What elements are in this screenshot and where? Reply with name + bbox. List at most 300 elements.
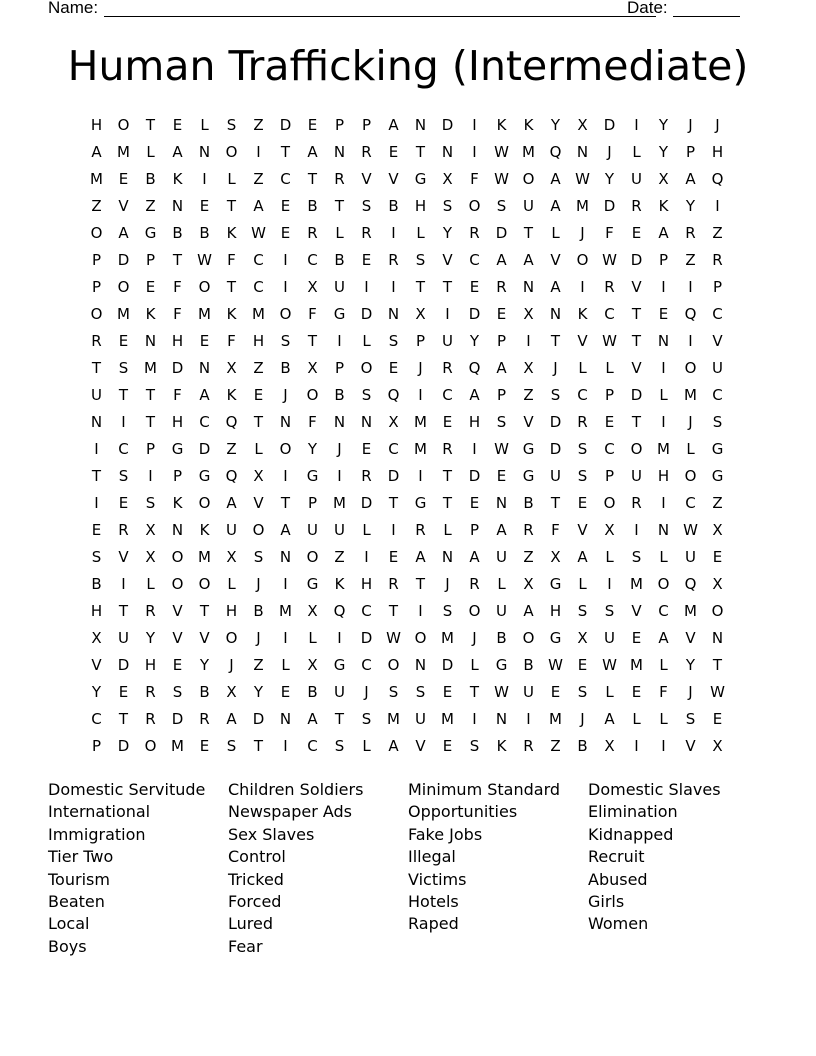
grid-cell: U — [415, 710, 426, 728]
grid-cell: O — [117, 278, 130, 296]
grid-cell: R — [91, 332, 102, 350]
grid-cell: C — [199, 413, 210, 431]
grid-row — [83, 409, 731, 436]
grid-cell: I — [634, 116, 639, 134]
grid-cell: D — [198, 440, 211, 458]
grid-cell: L — [659, 386, 668, 404]
grid-cell: S — [496, 197, 507, 215]
grid-cell: I — [472, 143, 477, 161]
grid-cell: Z — [712, 224, 723, 242]
grid-cell: T — [631, 332, 642, 350]
grid-cell: S — [712, 413, 723, 431]
grid-cell: U — [334, 278, 345, 296]
grid-cell: U — [307, 521, 318, 539]
grid-cell: R — [469, 575, 480, 593]
grid-cell: P — [334, 116, 345, 134]
grid-cell: T — [415, 143, 426, 161]
grid-cell: O — [306, 386, 319, 404]
grid-cell: T — [307, 170, 318, 188]
grid-cell: L — [227, 575, 236, 593]
grid-cell: O — [468, 602, 481, 620]
word-list-item: Domestic Slaves — [588, 780, 721, 799]
grid-cell: T — [388, 494, 399, 512]
grid-cell: V — [118, 197, 129, 215]
grid-cell: E — [172, 656, 183, 674]
grid-cell: V — [415, 737, 426, 755]
grid-cell: R — [469, 224, 480, 242]
grid-cell: T — [631, 413, 642, 431]
grid-cell: K — [523, 116, 534, 134]
grid-cell: D — [495, 224, 508, 242]
grid-cell: A — [496, 359, 507, 377]
grid-cell: S — [442, 602, 453, 620]
grid-cell: Z — [685, 251, 696, 269]
grid-cell: I — [472, 710, 477, 728]
grid-cell: O — [225, 143, 238, 161]
grid-cell: E — [361, 251, 372, 269]
grid-cell: S — [172, 683, 183, 701]
grid-cell: A — [307, 710, 318, 728]
grid-cell: M — [684, 386, 697, 404]
grid-cell: T — [91, 467, 102, 485]
grid-cell: A — [226, 494, 237, 512]
grid-cell: M — [333, 494, 346, 512]
grid-cell: I — [283, 467, 288, 485]
grid-cell: X — [253, 467, 264, 485]
grid-cell: B — [523, 656, 534, 674]
grid-cell: E — [388, 143, 399, 161]
grid-cell: P — [604, 386, 615, 404]
grid-cell: L — [497, 575, 506, 593]
grid-cell: A — [577, 548, 588, 566]
grid-cell: E — [550, 683, 561, 701]
grid-cell: E — [604, 413, 615, 431]
grid-cell: C — [685, 494, 696, 512]
grid-cell: U — [334, 683, 345, 701]
grid-cell: X — [604, 521, 615, 539]
grid-cell: S — [577, 467, 588, 485]
grid-cell: R — [631, 494, 642, 512]
grid-cell: C — [712, 305, 723, 323]
word-list-item: Hotels — [408, 892, 459, 912]
grid-row — [83, 247, 731, 274]
grid-cell: U — [712, 359, 723, 377]
grid-cell: N — [495, 710, 508, 728]
grid-cell: W — [494, 170, 509, 188]
grid-cell: X — [442, 170, 453, 188]
grid-cell: T — [226, 197, 237, 215]
grid-cell: O — [279, 440, 292, 458]
grid-cell: L — [470, 656, 479, 674]
grid-row — [83, 382, 731, 409]
grid-cell: A — [550, 170, 561, 188]
grid-cell: W — [494, 440, 509, 458]
grid-cell: O — [117, 116, 130, 134]
grid-cell: E — [91, 521, 102, 539]
grid-cell: T — [442, 467, 453, 485]
date-line — [673, 16, 740, 17]
grid-cell: H — [414, 197, 427, 215]
grid-cell: B — [496, 629, 507, 647]
grid-cell: T — [307, 332, 318, 350]
grid-cell: H — [171, 413, 184, 431]
grid-cell: E — [199, 332, 210, 350]
grid-cell: B — [172, 224, 183, 242]
word-column — [408, 779, 588, 958]
grid-cell: W — [710, 683, 725, 701]
grid-cell: N — [171, 197, 184, 215]
grid-cell: F — [173, 305, 182, 323]
grid-cell: I — [283, 737, 288, 755]
word-list-item: Kidnapped — [588, 824, 674, 844]
name-line — [104, 16, 656, 17]
grid-cell: R — [388, 575, 399, 593]
grid-cell: E — [118, 332, 129, 350]
grid-cell: L — [362, 521, 371, 539]
grid-cell: L — [632, 710, 641, 728]
grid-cell: F — [173, 278, 182, 296]
grid-cell: G — [495, 656, 508, 674]
grid-cell: R — [577, 413, 588, 431]
grid-cell: P — [172, 467, 183, 485]
grid-cell: S — [91, 548, 102, 566]
word-list-item: Immigration — [48, 824, 146, 844]
grid-row — [83, 733, 731, 760]
grid-cell: B — [199, 683, 210, 701]
grid-cell: N — [657, 521, 670, 539]
grid-cell: D — [549, 413, 562, 431]
grid-cell: D — [252, 710, 265, 728]
grid-cell: O — [198, 278, 211, 296]
grid-cell: D — [441, 656, 454, 674]
grid-cell: I — [283, 251, 288, 269]
grid-cell: I — [337, 629, 342, 647]
grid-cell: Q — [684, 305, 697, 323]
grid-cell: T — [442, 494, 453, 512]
header-row — [48, 0, 748, 22]
grid-cell: H — [711, 143, 724, 161]
grid-cell: O — [90, 305, 103, 323]
grid-cell: L — [227, 170, 236, 188]
grid-cell: N — [414, 116, 427, 134]
grid-cell: S — [604, 602, 615, 620]
grid-cell: N — [711, 629, 724, 647]
grid-cell: S — [577, 683, 588, 701]
grid-cell: O — [657, 575, 670, 593]
grid-cell: Z — [712, 494, 723, 512]
grid-cell: C — [604, 305, 615, 323]
grid-cell: I — [661, 413, 666, 431]
grid-cell: E — [388, 548, 399, 566]
grid-cell: D — [117, 737, 130, 755]
grid-cell: A — [226, 710, 237, 728]
grid-cell: L — [578, 359, 587, 377]
grid-cell: I — [418, 386, 423, 404]
grid-cell: E — [280, 683, 291, 701]
grid-cell: R — [307, 224, 318, 242]
word-list-item: Girls — [588, 892, 625, 912]
grid-cell: Z — [523, 386, 534, 404]
grid-cell: G — [414, 494, 427, 512]
grid-cell: V — [685, 737, 696, 755]
grid-cell: Z — [523, 548, 534, 566]
grid-cell: K — [496, 116, 507, 134]
grid-cell: Q — [225, 467, 238, 485]
grid-cell: T — [334, 710, 345, 728]
grid-cell: R — [496, 278, 507, 296]
grid-cell: S — [118, 467, 129, 485]
grid-cell: V — [91, 656, 102, 674]
grid-cell: T — [253, 737, 264, 755]
grid-cell: E — [712, 548, 723, 566]
grid-cell: I — [121, 413, 126, 431]
grid-cell: E — [280, 224, 291, 242]
grid-cell: S — [469, 737, 480, 755]
grid-cell: A — [388, 116, 399, 134]
grid-cell: V — [685, 629, 696, 647]
grid-cell: X — [307, 278, 318, 296]
grid-cell: O — [306, 548, 319, 566]
grid-cell: K — [226, 305, 237, 323]
grid-cell: L — [281, 656, 290, 674]
letter-grid — [83, 112, 731, 760]
grid-row — [83, 490, 731, 517]
grid-cell: I — [337, 332, 342, 350]
grid-cell: I — [256, 143, 261, 161]
grid-cell: I — [607, 575, 612, 593]
grid-cell: N — [279, 548, 292, 566]
grid-cell: D — [603, 116, 616, 134]
grid-cell: A — [469, 548, 480, 566]
word-list-item: Raped — [408, 914, 459, 934]
grid-cell: A — [172, 143, 183, 161]
grid-cell: M — [198, 548, 211, 566]
word-list-item: Minimum Standard — [408, 780, 561, 799]
grid-cell: C — [307, 251, 318, 269]
grid-cell: I — [283, 575, 288, 593]
grid-cell: L — [686, 440, 695, 458]
grid-cell: D — [441, 116, 454, 134]
grid-cell: Y — [604, 170, 615, 188]
grid-cell: D — [468, 305, 481, 323]
grid-cell: Z — [334, 548, 345, 566]
grid-cell: B — [253, 602, 264, 620]
grid-cell: Y — [199, 656, 210, 674]
grid-cell: Y — [145, 629, 156, 647]
grid-cell: E — [118, 170, 129, 188]
word-list-item: Fake Jobs — [408, 824, 483, 844]
grid-cell: F — [173, 386, 182, 404]
grid-row — [83, 571, 731, 598]
grid-cell: C — [604, 440, 615, 458]
grid-cell: S — [334, 737, 345, 755]
grid-cell: N — [333, 143, 346, 161]
grid-cell: O — [603, 494, 616, 512]
grid-cell: I — [391, 521, 396, 539]
grid-cell: S — [415, 251, 426, 269]
grid-cell: J — [256, 629, 261, 647]
grid-cell: E — [496, 305, 507, 323]
grid-cell: D — [468, 467, 481, 485]
grid-cell: W — [602, 332, 617, 350]
grid-cell: T — [712, 656, 723, 674]
grid-cell: L — [659, 656, 668, 674]
grid-cell: E — [118, 494, 129, 512]
grid-cell: O — [522, 170, 535, 188]
grid-cell: R — [523, 737, 534, 755]
grid-cell: J — [283, 386, 288, 404]
grid-cell: P — [469, 521, 480, 539]
grid-cell: M — [522, 143, 535, 161]
grid-cell: H — [468, 413, 481, 431]
grid-cell: G — [333, 305, 346, 323]
grid-row — [83, 517, 731, 544]
grid-cell: I — [661, 359, 666, 377]
grid-cell: E — [442, 737, 453, 755]
grid-cell: I — [364, 548, 369, 566]
grid-cell: P — [145, 251, 156, 269]
grid-cell: J — [472, 629, 477, 647]
grid-cell: I — [472, 440, 477, 458]
grid-cell: G — [711, 440, 724, 458]
grid-cell: R — [604, 278, 615, 296]
grid-cell: J — [445, 575, 450, 593]
grid-cell: T — [550, 332, 561, 350]
grid-cell: R — [442, 359, 453, 377]
grid-cell: N — [387, 305, 400, 323]
name-label: Name: — [48, 0, 99, 17]
grid-cell: B — [199, 224, 210, 242]
grid-cell: G — [549, 575, 562, 593]
grid-cell: H — [657, 467, 670, 485]
grid-cell: T — [253, 413, 264, 431]
grid-cell: X — [712, 521, 723, 539]
grid-row — [83, 328, 731, 355]
grid-cell: N — [171, 521, 184, 539]
grid-cell: O — [360, 359, 373, 377]
grid-cell: S — [442, 197, 453, 215]
grid-cell: R — [712, 251, 723, 269]
grid-cell: N — [198, 359, 211, 377]
grid-cell: X — [226, 359, 237, 377]
grid-cell: I — [283, 629, 288, 647]
grid-cell: X — [226, 683, 237, 701]
grid-cell: B — [307, 683, 318, 701]
grid-cell: D — [360, 629, 373, 647]
grid-cell: E — [658, 305, 669, 323]
grid-cell: T — [523, 224, 534, 242]
grid-cell: T — [145, 413, 156, 431]
grid-cell: X — [658, 170, 669, 188]
grid-cell: I — [283, 278, 288, 296]
grid-cell: K — [172, 494, 183, 512]
grid-cell: Q — [225, 413, 238, 431]
grid-cell: R — [334, 170, 345, 188]
grid-cell: X — [388, 413, 399, 431]
grid-cell: A — [658, 629, 669, 647]
grid-cell: S — [496, 413, 507, 431]
grid-cell: E — [469, 494, 480, 512]
grid-cell: X — [550, 548, 561, 566]
page-title: Human Trafficking (Intermediate) — [67, 42, 749, 90]
grid-cell: E — [631, 224, 642, 242]
grid-cell: M — [549, 710, 562, 728]
grid-cell: E — [172, 116, 183, 134]
grid-cell: X — [577, 116, 588, 134]
grid-row — [83, 301, 731, 328]
grid-cell: T — [469, 683, 480, 701]
grid-cell: E — [442, 413, 453, 431]
grid-cell: N — [198, 143, 211, 161]
grid-cell: T — [280, 494, 291, 512]
grid-cell: K — [334, 575, 345, 593]
grid-cell: P — [307, 494, 318, 512]
grid-cell: X — [604, 737, 615, 755]
grid-cell: W — [197, 251, 212, 269]
grid-cell: H — [360, 575, 373, 593]
word-list-item: Sex Slaves — [228, 824, 315, 844]
grid-cell: P — [496, 386, 507, 404]
grid-cell: T — [415, 278, 426, 296]
grid-cell: X — [145, 521, 156, 539]
grid-cell: S — [388, 683, 399, 701]
grid-cell: G — [333, 656, 346, 674]
word-list-item: Tricked — [228, 869, 284, 889]
grid-cell: S — [361, 710, 372, 728]
grid-cell: J — [580, 224, 585, 242]
grid-cell: Q — [684, 575, 697, 593]
grid-cell: E — [307, 116, 318, 134]
grid-cell: S — [550, 386, 561, 404]
grid-cell: S — [388, 332, 399, 350]
grid-cell: Z — [145, 197, 156, 215]
grid-cell: I — [418, 602, 423, 620]
grid-cell: H — [171, 332, 184, 350]
grid-cell: T — [118, 602, 129, 620]
grid-cell: B — [334, 386, 345, 404]
grid-cell: Y — [91, 683, 102, 701]
grid-cell: D — [630, 386, 643, 404]
grid-cell: U — [118, 629, 129, 647]
grid-cell: N — [441, 143, 454, 161]
grid-cell: G — [144, 224, 157, 242]
grid-cell: M — [630, 575, 643, 593]
grid-cell: N — [90, 413, 103, 431]
grid-cell: R — [145, 602, 156, 620]
grid-cell: S — [118, 359, 129, 377]
grid-cell: R — [118, 521, 129, 539]
grid-cell: J — [715, 116, 720, 134]
grid-cell: X — [712, 575, 723, 593]
grid-cell: D — [171, 710, 184, 728]
grid-cell: R — [523, 521, 534, 539]
grid-cell: Y — [253, 683, 264, 701]
grid-cell: P — [658, 251, 669, 269]
grid-cell: H — [90, 602, 103, 620]
grid-cell: V — [442, 251, 453, 269]
grid-cell: A — [253, 197, 264, 215]
grid-cell: I — [661, 737, 666, 755]
grid-cell: E — [388, 359, 399, 377]
grid-cell: D — [630, 251, 643, 269]
grid-cell: W — [494, 143, 509, 161]
grid-cell: H — [144, 656, 157, 674]
grid-cell: W — [683, 521, 698, 539]
word-list-item: Children Soldiers — [228, 780, 364, 799]
grid-cell: O — [576, 251, 589, 269]
grid-cell: O — [414, 629, 427, 647]
grid-cell: O — [144, 737, 157, 755]
